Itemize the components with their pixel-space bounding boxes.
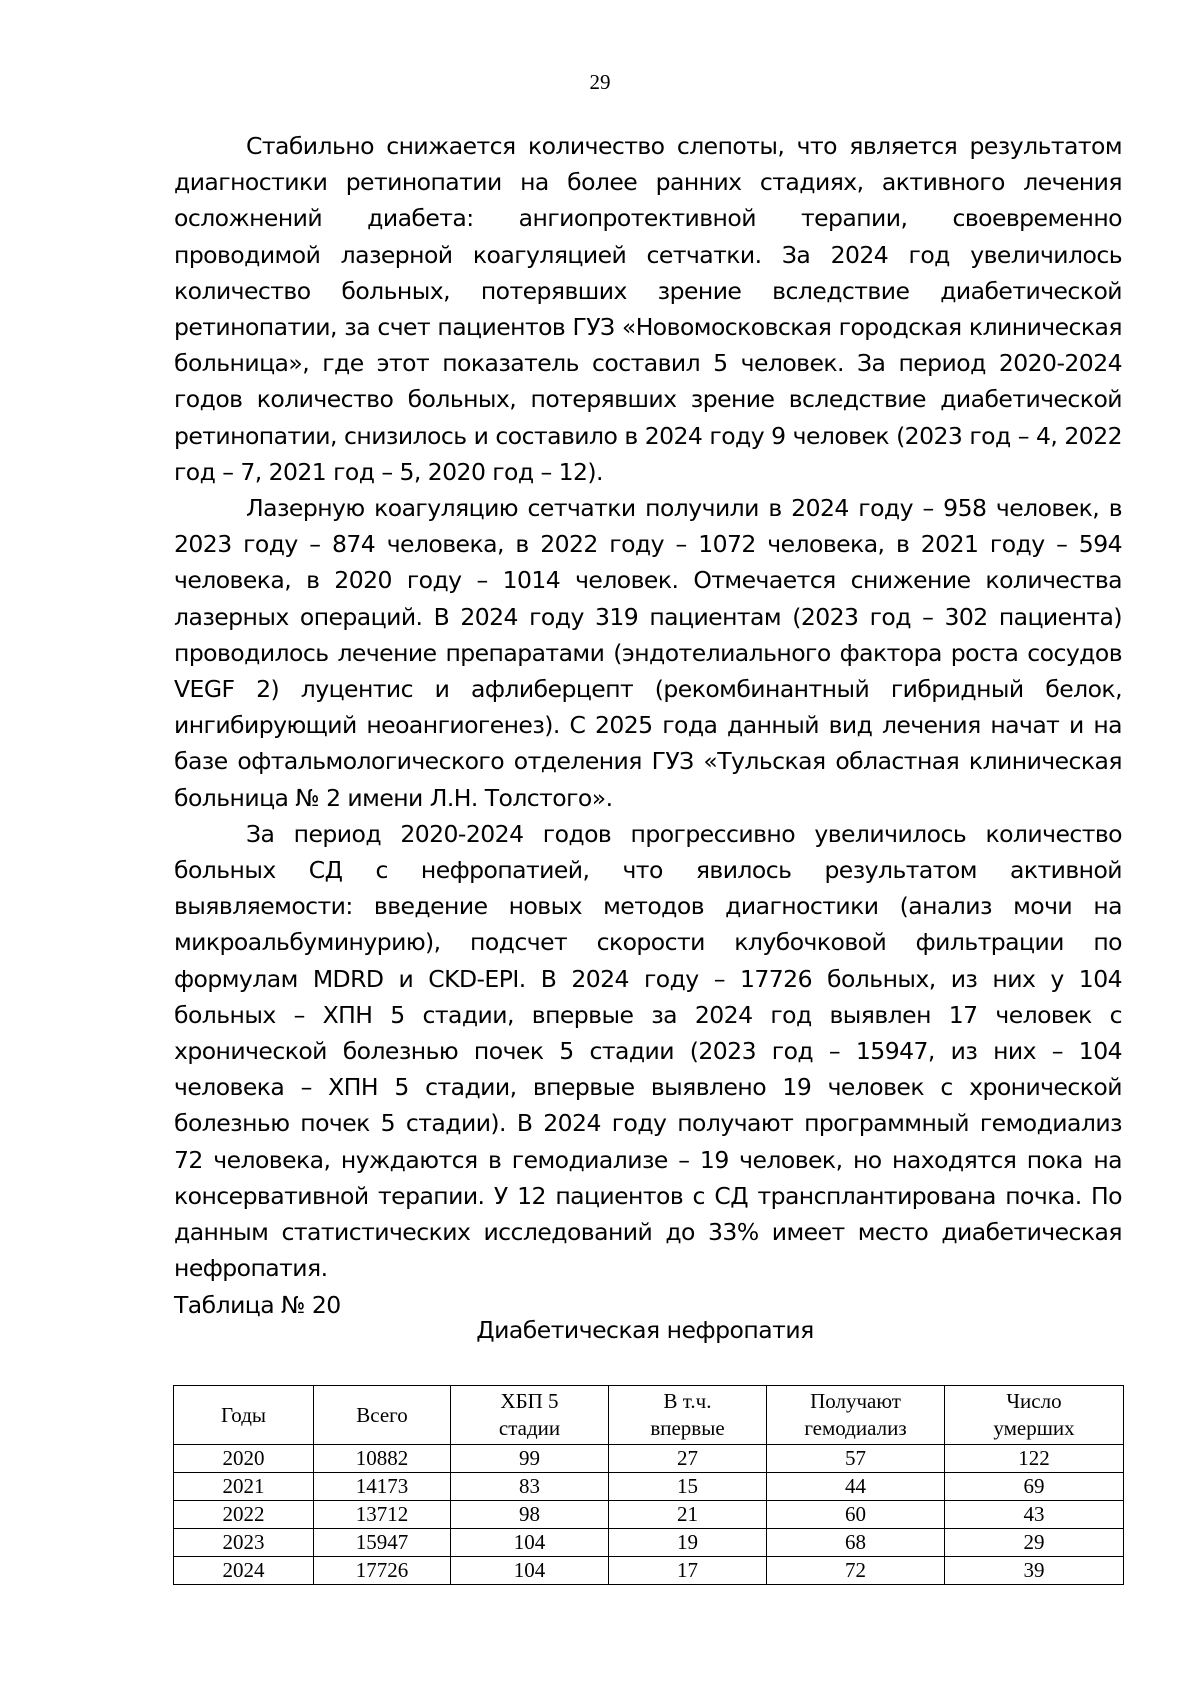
table-header-row — [174, 1386, 1124, 1445]
cell-hemodialysis: 57 — [767, 1445, 945, 1473]
cell-ckd5: 99 — [451, 1445, 609, 1473]
cell-total: 14173 — [314, 1473, 451, 1501]
header-years: Годы — [174, 1386, 314, 1445]
cell-first-time: 21 — [609, 1501, 767, 1529]
cell-hemodialysis: 72 — [767, 1557, 945, 1585]
cell-year: 2023 — [174, 1529, 314, 1557]
cell-first-time: 17 — [609, 1557, 767, 1585]
table-number: Таблица № 20 — [174, 1290, 341, 1319]
nephropathy-table — [173, 1385, 1124, 1585]
cell-ckd5: 104 — [451, 1529, 609, 1557]
cell-year: 2020 — [174, 1445, 314, 1473]
page-number: 29 — [589, 70, 611, 94]
cell-ckd5: 104 — [451, 1557, 609, 1585]
paragraph-blindness: Стабильно снижается количество слепоты, что является результатом диагностики ретинопатии на более ранних стадиях, активного лечения осложнений диабета: ангиопротективной терапии, своевременно проводимой лазерной коагуляцией сетчатки. За 2024 год увеличилось количество больных, потерявших зрение вследствие диабетической ретинопатии, за счет пациентов ГУЗ «Новомосковская городская клиническая больница», где этот показатель составил 5 человек. За период 2020-2024 годов количество больных, потерявших зрение вследствие диабетической ретинопатии, снизилось и составило в 2024 году 9 человек (2023 год – 4, 2022 год – 7, 2021 год – 5, 2020 год – 12). — [174, 132, 1122, 486]
cell-year: 2021 — [174, 1473, 314, 1501]
cell-year: 2024 — [174, 1557, 314, 1585]
cell-deaths: 29 — [945, 1529, 1124, 1557]
cell-ckd5: 98 — [451, 1501, 609, 1529]
table-row — [174, 1501, 1124, 1529]
table-title: Диабетическая нефропатия — [476, 1316, 814, 1344]
cell-first-time: 15 — [609, 1473, 767, 1501]
table-row — [174, 1473, 1124, 1501]
cell-first-time: 19 — [609, 1529, 767, 1557]
paragraph-nephropathy: За период 2020-2024 годов прогрессивно увеличилось количество больных СД с нефропатией, что явилось результатом активной выявляемости: введение новых методов диагностики (анализ мочи на микроальбуминурию), подсчет скорости клубочковой фильтрации по формулам MDRD и CKD-EPI. В 2024 году – 17726 больных, из них у 104 больных – ХПН 5 стадии, впервые за 2024 год выявлен 17 человек с хронической болезнью почек 5 стадии (2023 год – 15947, из них – 104 человека – ХПН 5 стадии, впервые выявлено 19 человек с хронической болезнью почек 5 стадии). В 2024 году получают программный гемодиализ 72 человека, нуждаются в гемодиализе – 19 человек, но находятся пока на консервативной терапии. У 12 пациентов с СД трансплантирована почка. По данным статистических исследований до 33% имеет место диабетическая нефропатия. — [174, 819, 1122, 1283]
cell-total: 15947 — [314, 1529, 451, 1557]
cell-deaths: 122 — [945, 1445, 1124, 1473]
document-body — [174, 128, 1122, 1323]
paragraph-laser-coagulation: Лазерную коагуляцию сетчатки получили в 2024 году – 958 человек, в 2023 году – 874 человека, в 2022 году – 1072 человека, в 2021 году – 594 человека, в 2020 году – 1014 человек. Отмечается снижение количества лазерных операций. В 2024 году 319 пациентам (2023 год – 302 пациента) проводилось лечение препаратами (эндотелиального фактора роста сосудов VEGF 2) луцентис и афлиберцепт (рекомбинантный гибридный белок, ингибирующий неоангиогенез). С 2025 года данный вид лечения начат и на базе офтальмологического отделения ГУЗ «Тульская областная клиническая больница № 2 имени Л.Н. Толстого». — [174, 494, 1122, 812]
cell-total: 17726 — [314, 1557, 451, 1585]
header-hemodialysis: Получают гемодиализ — [767, 1386, 945, 1445]
cell-deaths: 39 — [945, 1557, 1124, 1585]
header-ckd5: ХБП 5 стадии — [451, 1386, 609, 1445]
table-row — [174, 1529, 1124, 1557]
cell-year: 2022 — [174, 1501, 314, 1529]
header-total: Всего — [314, 1386, 451, 1445]
table-row — [174, 1445, 1124, 1473]
cell-deaths: 43 — [945, 1501, 1124, 1529]
cell-hemodialysis: 60 — [767, 1501, 945, 1529]
cell-deaths: 69 — [945, 1473, 1124, 1501]
table-row — [174, 1557, 1124, 1585]
cell-hemodialysis: 44 — [767, 1473, 945, 1501]
cell-first-time: 27 — [609, 1445, 767, 1473]
cell-total: 13712 — [314, 1501, 451, 1529]
cell-hemodialysis: 68 — [767, 1529, 945, 1557]
cell-ckd5: 83 — [451, 1473, 609, 1501]
header-first-time: В т.ч. впервые — [609, 1386, 767, 1445]
cell-total: 10882 — [314, 1445, 451, 1473]
header-deaths: Число умерших — [945, 1386, 1124, 1445]
